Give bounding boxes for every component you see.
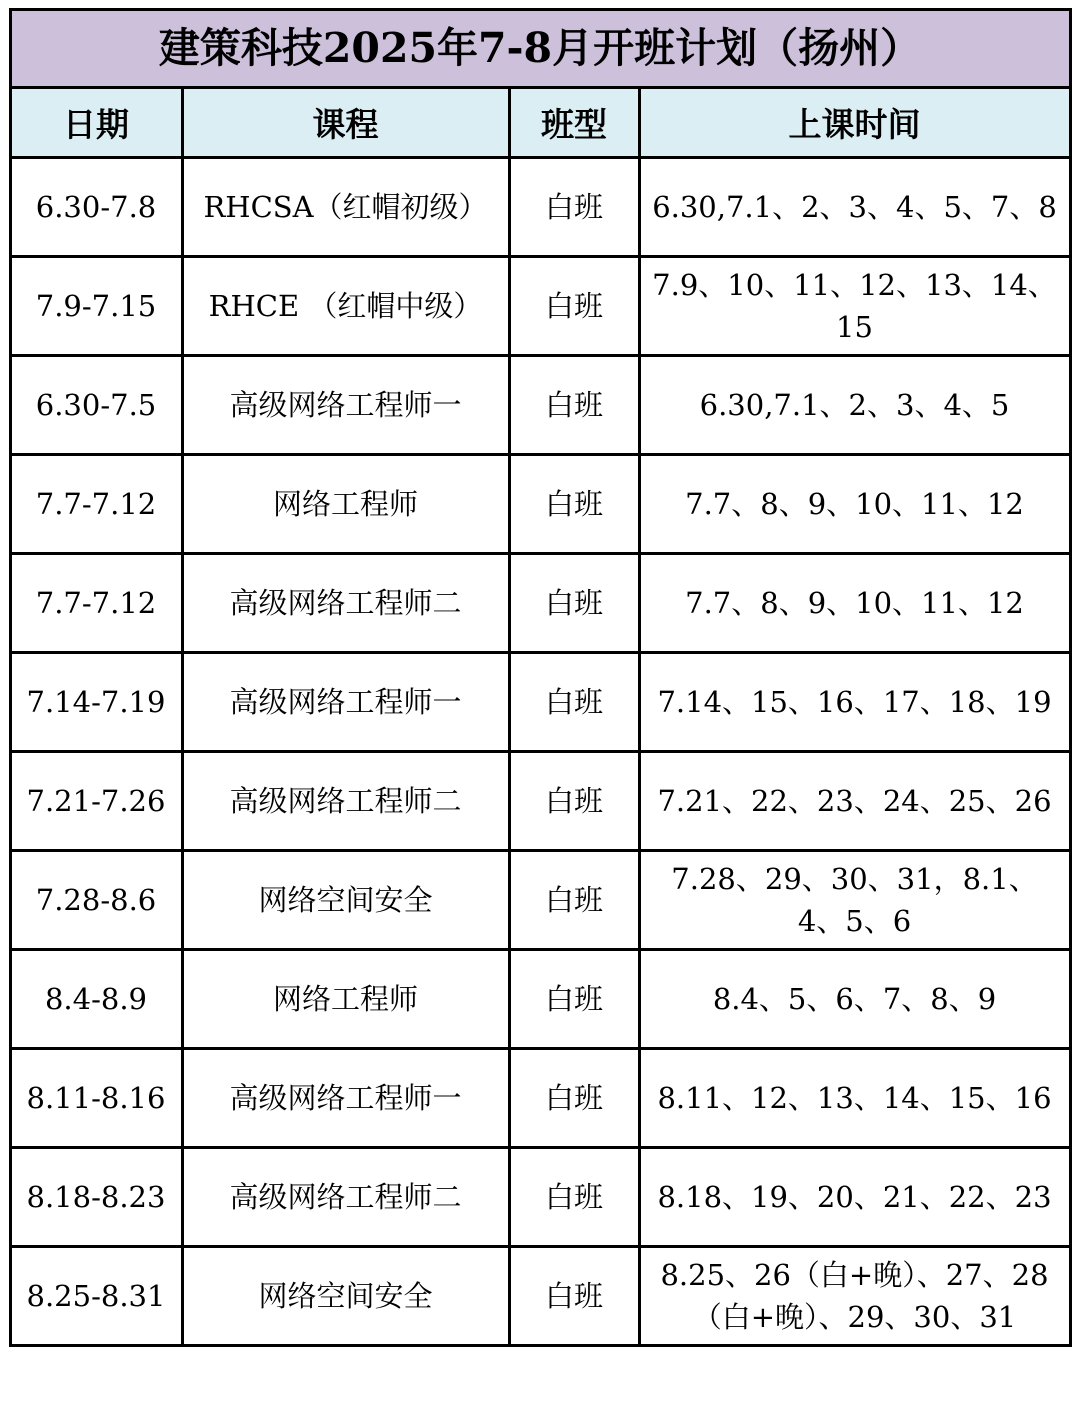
column-header-row [10, 88, 1070, 158]
time-cell: 7.14、15、16、17、18、19 [639, 653, 1070, 752]
table-row [10, 1148, 1070, 1247]
column-header-class-type: 班型 [509, 88, 639, 158]
time-cell: 8.11、12、13、14、15、16 [639, 1049, 1070, 1148]
time-cell: 7.7、8、9、10、11、12 [639, 554, 1070, 653]
course-cell: 网络工程师 [182, 455, 509, 554]
time-cell: 6.30,7.1、2、3、4、5、7、8 [639, 158, 1070, 257]
class-type-cell: 白班 [509, 752, 639, 851]
class-type-cell: 白班 [509, 653, 639, 752]
course-cell: RHCSA（红帽初级） [182, 158, 509, 257]
course-cell: 高级网络工程师二 [182, 752, 509, 851]
course-cell: 高级网络工程师一 [182, 1049, 509, 1148]
date-cell: 6.30-7.5 [10, 356, 182, 455]
course-cell: 网络空间安全 [182, 851, 509, 950]
table-row [10, 950, 1070, 1049]
course-cell: 网络空间安全 [182, 1247, 509, 1346]
class-type-cell: 白班 [509, 851, 639, 950]
date-cell: 6.30-7.8 [10, 158, 182, 257]
time-cell: 7.21、22、23、24、25、26 [639, 752, 1070, 851]
date-cell: 8.11-8.16 [10, 1049, 182, 1148]
class-type-cell: 白班 [509, 1148, 639, 1247]
page-title: 建策科技2025年7-8月开班计划（扬州） [10, 10, 1070, 88]
class-type-cell: 白班 [509, 455, 639, 554]
schedule-table [9, 8, 1072, 1347]
course-cell: 网络工程师 [182, 950, 509, 1049]
title-row [10, 10, 1070, 88]
class-type-cell: 白班 [509, 356, 639, 455]
column-header-time: 上课时间 [639, 88, 1070, 158]
class-type-cell: 白班 [509, 1049, 639, 1148]
date-cell: 7.28-8.6 [10, 851, 182, 950]
course-cell: 高级网络工程师一 [182, 356, 509, 455]
course-cell: 高级网络工程师二 [182, 1148, 509, 1247]
class-type-cell: 白班 [509, 257, 639, 356]
course-cell: RHCE （红帽中级） [182, 257, 509, 356]
course-cell: 高级网络工程师一 [182, 653, 509, 752]
date-cell: 7.9-7.15 [10, 257, 182, 356]
time-cell: 8.4、5、6、7、8、9 [639, 950, 1070, 1049]
table-row [10, 257, 1070, 356]
time-cell: 6.30,7.1、2、3、4、5 [639, 356, 1070, 455]
table-row [10, 455, 1070, 554]
time-cell: 8.25、26（白+晚）、27、28（白+晚）、29、30、31 [639, 1247, 1070, 1346]
class-type-cell: 白班 [509, 158, 639, 257]
class-type-cell: 白班 [509, 950, 639, 1049]
date-cell: 7.21-7.26 [10, 752, 182, 851]
class-type-cell: 白班 [509, 554, 639, 653]
time-cell: 7.28、29、30、31，8.1、4、5、6 [639, 851, 1070, 950]
column-header-course: 课程 [182, 88, 509, 158]
time-cell: 7.9、10、11、12、13、14、15 [639, 257, 1070, 356]
class-type-cell: 白班 [509, 1247, 639, 1346]
date-cell: 7.7-7.12 [10, 455, 182, 554]
table-row [10, 554, 1070, 653]
date-cell: 8.25-8.31 [10, 1247, 182, 1346]
table-row [10, 1247, 1070, 1346]
date-cell: 7.14-7.19 [10, 653, 182, 752]
date-cell: 7.7-7.12 [10, 554, 182, 653]
table-row [10, 158, 1070, 257]
table-row [10, 1049, 1070, 1148]
table-row [10, 851, 1070, 950]
date-cell: 8.4-8.9 [10, 950, 182, 1049]
time-cell: 8.18、19、20、21、22、23 [639, 1148, 1070, 1247]
table-row [10, 752, 1070, 851]
time-cell: 7.7、8、9、10、11、12 [639, 455, 1070, 554]
course-cell: 高级网络工程师二 [182, 554, 509, 653]
column-header-date: 日期 [10, 88, 182, 158]
date-cell: 8.18-8.23 [10, 1148, 182, 1247]
table-row [10, 356, 1070, 455]
table-row [10, 653, 1070, 752]
schedule-table-body [10, 158, 1070, 1346]
